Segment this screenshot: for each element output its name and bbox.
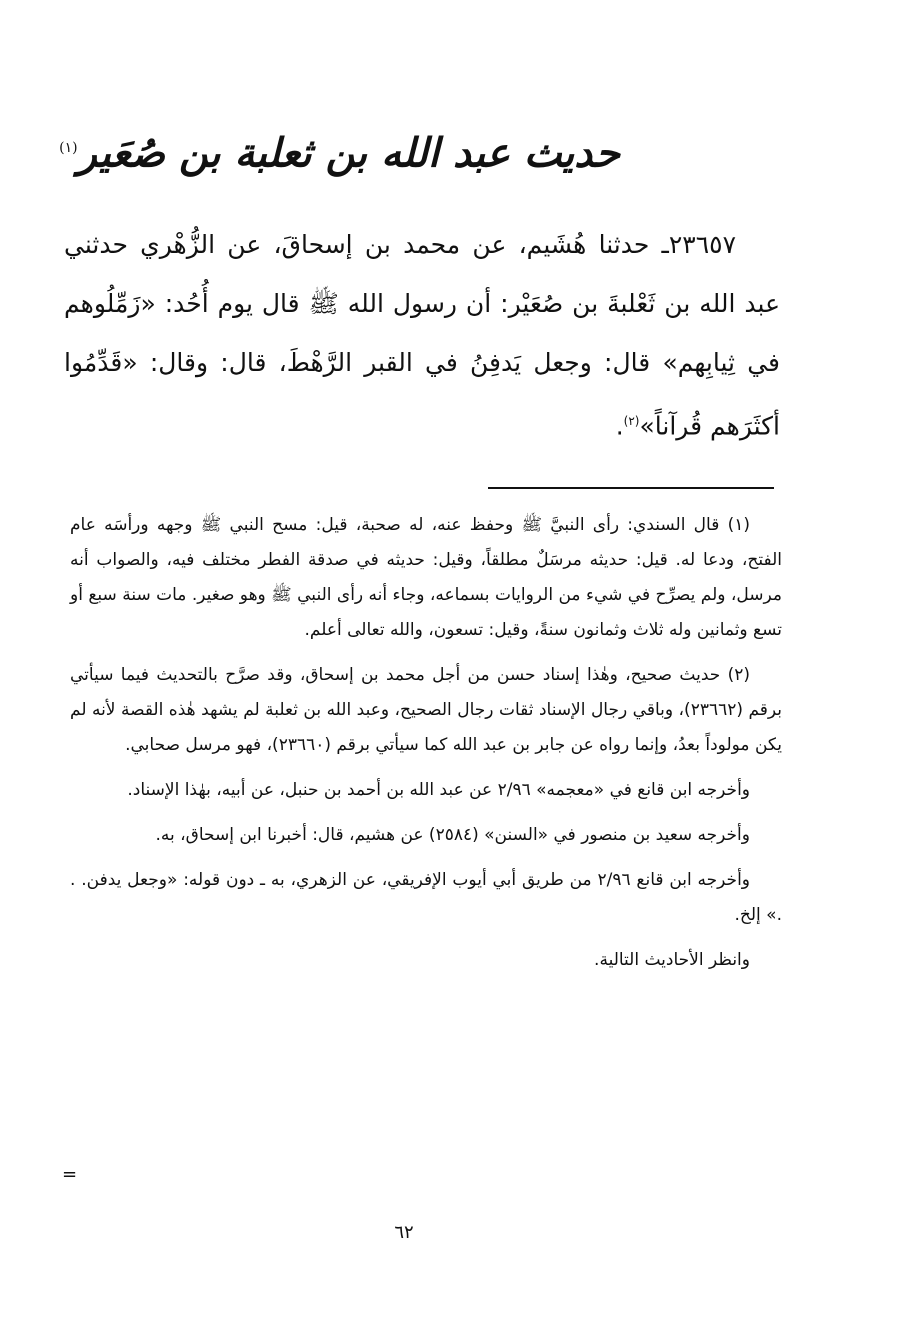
footnote-2-source-1: وأخرجه ابن قانع في «معجمه» ٢/٩٦ عن عبد الله بن أحمد بن حنبل، عن أبيه، بهٰذا الإسناد. [127, 780, 750, 800]
page-number: ٦٢ [394, 1222, 414, 1243]
continuation-mark: = [62, 1164, 78, 1185]
hadith-chapter-heading [59, 118, 620, 183]
footnote-2-see-also: وانظر الأحاديث التالية. [594, 950, 750, 970]
hadith-main-text [64, 215, 780, 455]
hadith-footnote-ref: (٢) [623, 414, 640, 428]
heading-footnote-ref: (١) [59, 140, 78, 156]
footnotes-section [70, 508, 782, 988]
footnote-2-source-2: وأخرجه سعيد بن منصور في «السنن» (٢٥٨٤) عن هشيم، قال: أخبرنا ابن إسحاق، به. [155, 825, 750, 845]
footnote-separator-line [488, 487, 774, 489]
heading-title: حديث عبد الله بن ثعلبة بن صُعَير [77, 129, 620, 177]
footnote-2: (٢) حديث صحيح، وهٰذا إسناد حسن من أجل محمد بن إسحاق، وقد صرَّح بالتحديث فيما سيأتي برقم (٢٣٦٦٢)، وباقي رجال الإسناد ثقات رجال الصحيح، وعبد الله بن ثعلبة لم يشهد هٰذه القصة لأنه لم يكن مولوداً بعدُ، وإنما رواه عن جابر بن عبد الله كما سيأتي برقم (٢٣٦٦٠)، فهو مرسل صحابي. [70, 665, 782, 755]
hadith-body: ـ حدثنا هُشَيم، عن محمد بن إسحاقَ، عن الزُّهْري حدثني عبد الله بن ثَعْلبةَ بن صُعَيْر: أن رسول الله ﷺ قال يوم أُحُد: «زَمِّلُوهم في ثِيابِهم» قال: وجعل يَدفِنُ في القبر الرَّهْطَ، قال: وقال: «قَدِّمُوا أكثَرَهم قُرآناً» [64, 230, 780, 441]
hadith-paragraph [64, 215, 780, 455]
hadith-number: ٢٣٦٥٧ [668, 230, 736, 259]
footnote-1: (١) قال السندي: رأى النبيَّ ﷺ وحفظ عنه، له صحبة، قيل: مسح النبي ﷺ وجهه ورأسَه عام الفتح، ودعا له. قيل: حديثه مرسَلٌ مطلقاً، وقيل: حديثه في صدقة الفطر مختلف فيه، والصواب أنه مرسل، ولم يصرِّح في شيء من الروايات بسماعه، وجاء أنه رأى النبي ﷺ وهو صغير. مات سنة سبع أو تسع وثمانين وله ثلاث وثمانون سنةً، وقيل: تسعون، والله تعالى أعلم. [70, 515, 782, 640]
hadith-end-mark: . [615, 411, 624, 441]
footnote-2-source-3: وأخرجه ابن قانع ٢/٩٦ من طريق أبي أيوب الإفريقي، عن الزهري، به ـ دون قوله: «وجعل يدفن. . .» إلخ. [70, 870, 782, 925]
